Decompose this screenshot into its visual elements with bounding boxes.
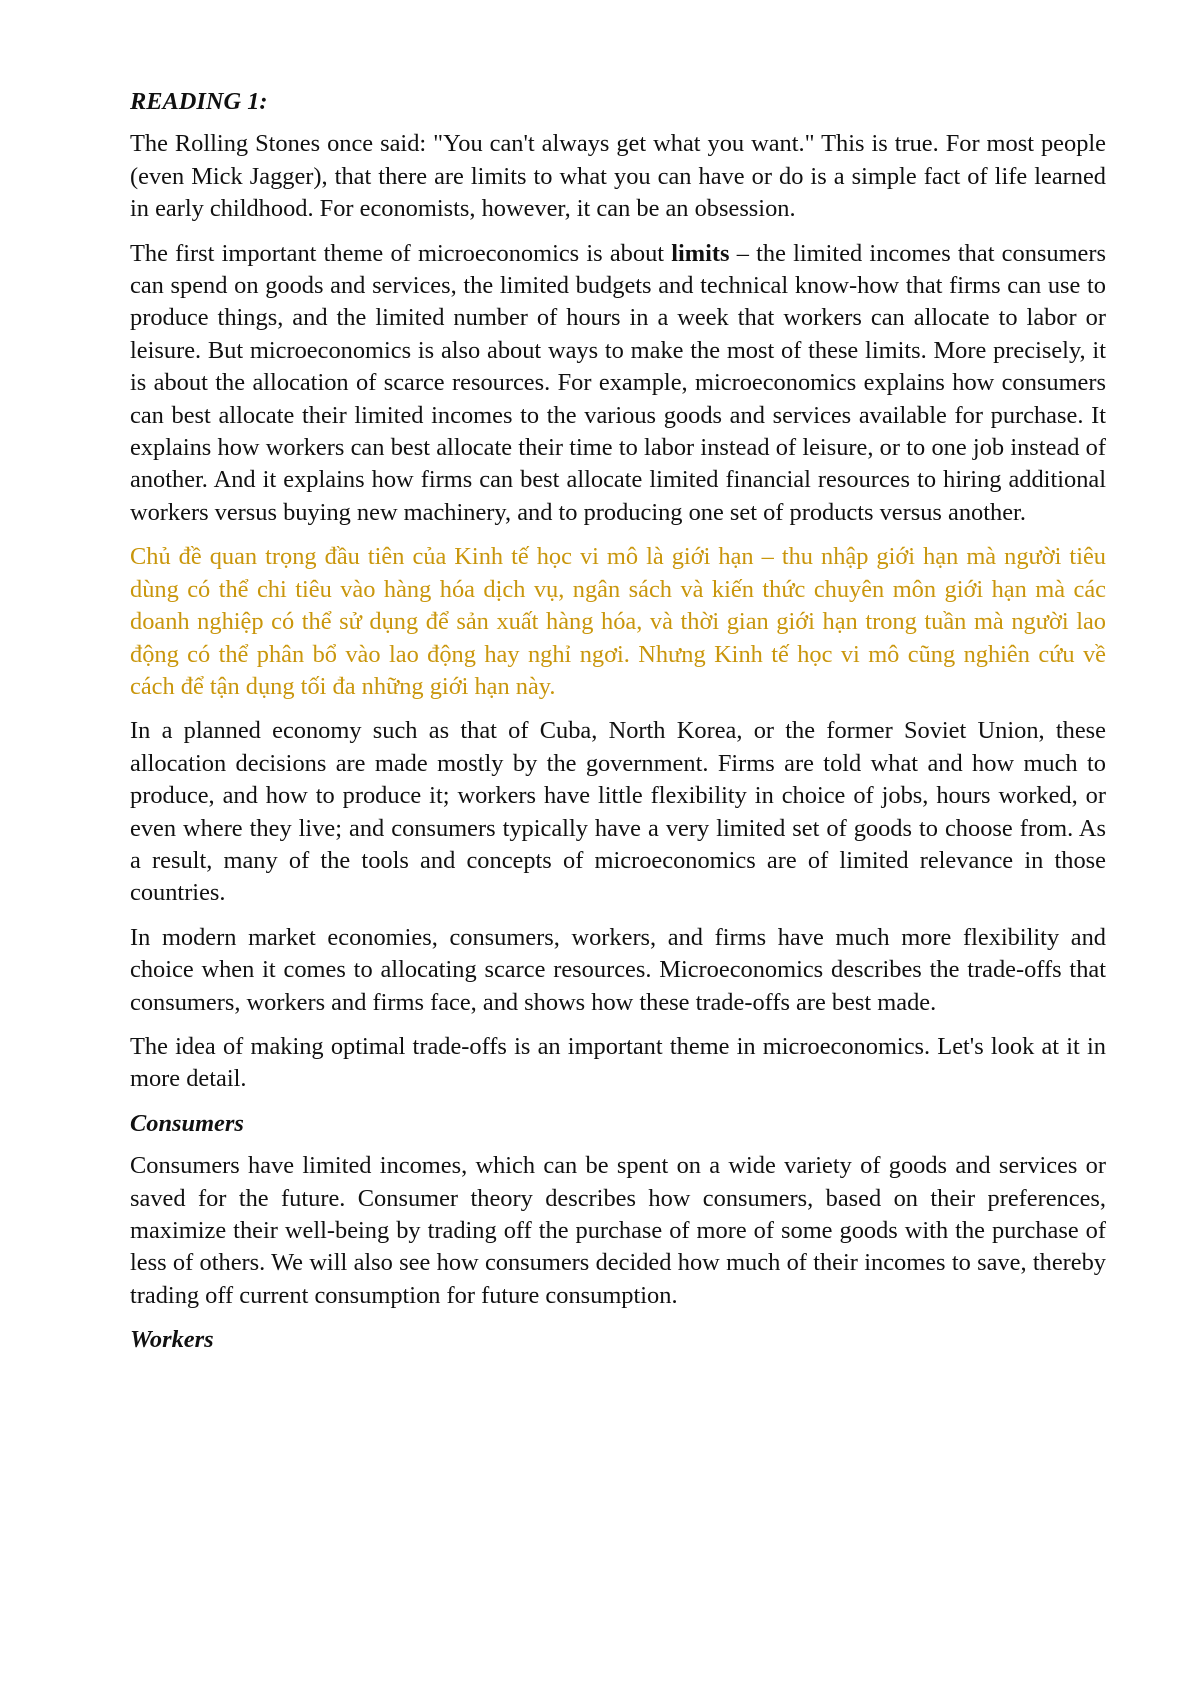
paragraph-consumers: Consumers have limited incomes, which can be spent on a wide variety of goods and services or saved for the future. Consumer theory describes how consumers, based on their preferences, maximize their well-being by trading off the purchase of more of some goods with the purchase of less of others. We will also see how consumers decided how much of their incomes to save, thereby trading off current consumption for future consumption. bbox=[130, 1152, 1106, 1309]
document-page bbox=[130, 86, 1106, 1367]
paragraph-planned-economy: In a planned economy such as that of Cuba, North Korea, or the former Soviet Union, these allocation decisions are made mostly by the government. Firms are told what and how much to produce, and how to produce it; workers have little flexibility in choice of jobs, hours worked, or even where they live; and consumers typically have a very limited set of goods to choose from. As a result, many of the tools and concepts of microeconomics are of limited relevance in those countries. bbox=[130, 717, 1106, 907]
paragraph-optimal-tradeoffs: The idea of making optimal trade-offs is an important theme in microeconomics. Let's look at it in more detail. bbox=[130, 1032, 1106, 1093]
paragraph-limits-before: The first important theme of microeconomics is about bbox=[130, 239, 672, 267]
subheading-consumers: Consumers bbox=[130, 1109, 244, 1137]
paragraph-vietnamese-translation: Chủ đề quan trọng đầu tiên của Kinh tế học vi mô là giới hạn – thu nhập giới hạn mà người tiêu dùng có thể chi tiêu vào hàng hóa dịch vụ, ngân sách và kiến thức chuyên môn giới hạn mà các doanh nghiệp có thể sử dụng để sản xuất hàng hóa, và thời gian giới hạn trong tuần mà người lao động có thể phân bổ vào lao động hay nghỉ ngơi. Nhưng Kinh tế học vi mô cũng nghiên cứu về cách để tận dụng tối đa những giới hạn này. bbox=[130, 543, 1106, 700]
paragraph-limits bbox=[130, 238, 1106, 530]
reading-heading: READING 1: bbox=[130, 88, 268, 115]
paragraph-market-economies: In modern market economies, consumers, workers, and firms have much more flexibility and choice when it comes to allocating scarce resources. Microeconomics describes the trade-offs that consumers, workers and firms face, and shows how these trade-offs are best made. bbox=[130, 923, 1106, 1016]
keyword-limits: limits bbox=[671, 239, 730, 267]
subheading-workers: Workers bbox=[130, 1326, 214, 1354]
paragraph-limits-after: – the limited incomes that consumers can spend on goods and services, the limited budgets and technical know-how that firms can use to produce things, and the limited number of hours in a week that workers can allocate to labor or leisure. But microeconomics is also about ways to make the most of these limits. More precisely, it is about the allocation of scarce resources. For example, microeconomics explains how consumers can best allocate their limited incomes to the various goods and services available for purchase. It explains how workers can best allocate their time to labor instead of leisure, or to one job instead of another. And it explains how firms can best allocate limited financial resources to hiring additional workers versus buying new machinery, and to producing one set of products versus another. bbox=[130, 239, 1107, 526]
paragraph-rolling-stones: The Rolling Stones once said: "You can't always get what you want." This is true. For most people (even Mick Jagger), that there are limits to what you can have or do is a simple fact of life learned in early childhood. For economists, however, it can be an obsession. bbox=[130, 130, 1106, 223]
